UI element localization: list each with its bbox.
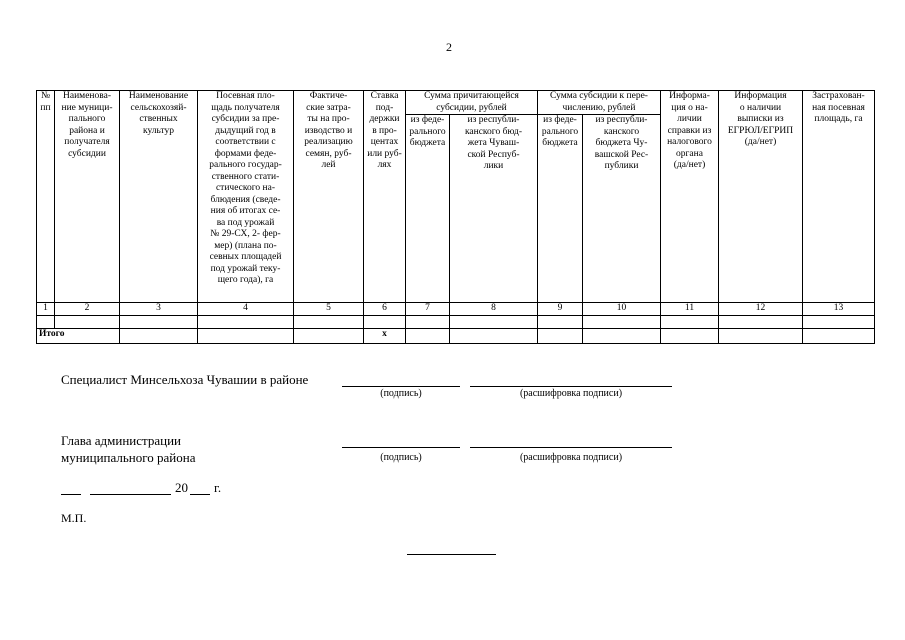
col-number: 5 xyxy=(294,303,364,316)
col-number: 8 xyxy=(450,303,538,316)
header-col-13: Застрахован- ная посевная площадь, га xyxy=(803,91,875,303)
column-numbers-row xyxy=(37,303,875,316)
page-number: 2 xyxy=(446,40,452,54)
header-col-2: Наименова- ние муници- пального района и получателя субсидии xyxy=(55,91,120,303)
col-number: 13 xyxy=(803,303,875,316)
header-col-11: Информа- ция о на- личии справки из налогового органа (да/нет) xyxy=(661,91,719,303)
col-number: 7 xyxy=(406,303,450,316)
col-number: 4 xyxy=(198,303,294,316)
date-day-line xyxy=(61,494,81,495)
head-label-line1: Глава администрации xyxy=(61,433,182,448)
stamp-place: М.П. xyxy=(61,511,87,525)
specialist-decoding-line xyxy=(470,386,672,387)
col-number: 6 xyxy=(364,303,406,316)
head-decoding-caption: (расшифровка подписи) xyxy=(519,452,623,463)
total-mark: x xyxy=(364,329,406,344)
header-group-transfer-subsidy: Сумма субсидии к пере- числению, рублей xyxy=(538,91,661,115)
header-col-8: из республи- канского бюд- жета Чуваш- ской Респуб- лики xyxy=(450,115,538,303)
col-number: 11 xyxy=(661,303,719,316)
head-signature-line xyxy=(342,447,460,448)
col-number: 2 xyxy=(55,303,120,316)
header-col-10: из республи- канского бюджета Чу- вашской Рес- публики xyxy=(583,115,661,303)
specialist-decoding-caption: (расшифровка подписи) xyxy=(519,388,623,399)
header-col-6: Ставка под- держки в про- центах или руб- лях xyxy=(364,91,406,303)
specialist-signature-caption: (подпись) xyxy=(380,388,422,399)
col-number: 1 xyxy=(37,303,55,316)
header-group-due-subsidy: Сумма причитающейся субсидии, рублей xyxy=(406,91,538,115)
header-col-4: Посевная пло- щадь получателя субсидии за пре- дыдущий год в соответствии с формами феде- рального государ- ственного стати- стического на- блюдения (сведе- ния об итогах се- ва под урожай № 29-СХ, 2- фер- мер) (плана по- севных площадей под урожай теку- щего года), га xyxy=(198,91,294,303)
head-signature-caption: (подпись) xyxy=(380,452,422,463)
col-number: 9 xyxy=(538,303,583,316)
specialist-label: Специалист Минсельхоза Чувашии в районе xyxy=(61,372,309,387)
total-label: Итого xyxy=(37,329,120,344)
date-year-prefix: 20 xyxy=(175,480,188,495)
header-col-1: № пп xyxy=(37,91,55,303)
header-col-5: Фактиче- ские затра- ты на про- изводство и реализацию семян, руб- лей xyxy=(294,91,364,303)
col-number: 3 xyxy=(120,303,198,316)
data-row-empty xyxy=(37,316,875,329)
head-label-line2: муниципального района xyxy=(61,450,196,465)
subsidy-table xyxy=(36,90,875,344)
footer-line xyxy=(407,554,496,555)
header-col-3: Наименование сельскохозяй- ственных культур xyxy=(120,91,198,303)
date-year-suffix: г. xyxy=(214,480,222,495)
date-month-line xyxy=(90,494,171,495)
total-row xyxy=(37,329,875,344)
date-year-line xyxy=(190,494,210,495)
head-decoding-line xyxy=(470,447,672,448)
col-number: 10 xyxy=(583,303,661,316)
header-col-9: из феде- рального бюджета xyxy=(538,115,583,303)
header-col-12: Информация о наличии выписки из ЕГРЮЛ/ЕГРИП (да/нет) xyxy=(719,91,803,303)
header-col-7: из феде- рального бюджета xyxy=(406,115,450,303)
specialist-signature-line xyxy=(342,386,460,387)
col-number: 12 xyxy=(719,303,803,316)
